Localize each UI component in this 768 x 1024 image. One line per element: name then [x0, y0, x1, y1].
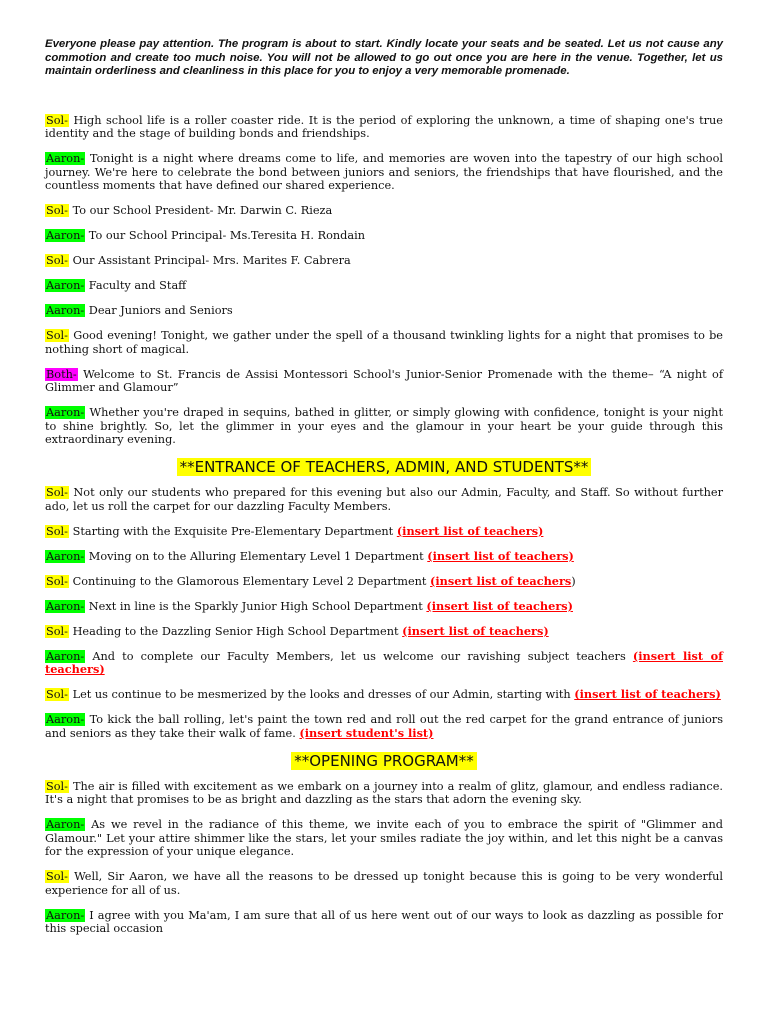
insert-placeholder: (insert student's list) — [299, 725, 434, 740]
speaker-label-sol: Sol- — [46, 113, 68, 127]
dialogue-line — [45, 152, 723, 193]
speaker-label-sol: Sol- — [46, 688, 68, 702]
speaker-label-sol: Sol- — [46, 779, 68, 793]
dialogue-text: Heading to the Dazzling Senior High School Department — [68, 624, 403, 638]
dialogue-line — [45, 279, 723, 293]
dialogue-text: Moving on to the Alluring Elementary Level 1 Department — [85, 549, 428, 563]
dialogue-text: Faculty and Staff — [85, 279, 187, 293]
dialogue-text: Next in line is the Sparkly Junior High School Department — [85, 599, 427, 613]
speaker-label-aaron: Aaron- — [46, 908, 85, 922]
dialogue-line — [45, 254, 723, 268]
dialogue-text: Starting with the Exquisite Pre-Elementary Department — [68, 524, 397, 538]
intro-paragraph: Everyone please pay attention. The program is about to start. Kindly locate your seats and be seated. Let us not cause any commotion and create too much noise. You will not be allowed to go out once you are here in the venue. Together, let us maintain orderliness and cleanliness in this place for you to enjoy a very memorable promenade. — [45, 38, 723, 78]
insert-placeholder: (insert list of teachers) — [426, 598, 573, 613]
section-heading — [45, 458, 723, 476]
dialogue-text: Whether you're draped in sequins, bathed in glitter, or simply glowing with confidence, tonight is your night to shine brightly. So, let the glimmer in your eyes and the glamour in your heart be your guide through this extraordinary evening. — [45, 406, 723, 447]
dialogue-text: To our School Principal- Ms.Teresita H. Rondain — [85, 229, 366, 243]
dialogue-line — [45, 525, 723, 539]
script-body — [45, 114, 723, 936]
dialogue-line — [45, 575, 723, 589]
dialogue-line — [45, 304, 723, 318]
dialogue-text: Welcome to St. Francis de Assisi Montessori School's Junior-Senior Promenade with the theme– “A night of Glimmer and Glamour” — [45, 367, 723, 395]
speaker-label-sol: Sol- — [46, 524, 68, 538]
section-heading-text: **OPENING PROGRAM** — [291, 752, 477, 770]
speaker-label-aaron: Aaron- — [46, 713, 85, 727]
dialogue-text: Let us continue to be mesmerized by the looks and dresses of our Admin, starting with — [68, 688, 575, 702]
speaker-label-aaron: Aaron- — [46, 406, 85, 420]
dialogue-line — [45, 870, 723, 897]
section-heading — [45, 752, 723, 770]
dialogue-line — [45, 486, 723, 513]
dialogue-text: High school life is a roller coaster ride. It is the period of exploring the unknown, a time of shaping one's true identity and the stage of building bonds and friendships. — [45, 113, 723, 141]
speaker-label-sol: Sol- — [46, 254, 68, 268]
speaker-label-aaron: Aaron- — [46, 229, 85, 243]
insert-placeholder: (insert list of teachers) — [574, 687, 721, 702]
dialogue-line — [45, 780, 723, 807]
dialogue-line — [45, 329, 723, 356]
dialogue-text: Well, Sir Aaron, we have all the reasons to be dressed up tonight because this is going to be very wonderful experience for all of us. — [45, 870, 723, 897]
dialogue-text: Not only our students who prepared for this evening but also our Admin, Faculty, and Staff. So without further ado, let us roll the carpet for our dazzling Faculty Members. — [45, 486, 723, 513]
speaker-label-aaron: Aaron- — [46, 304, 85, 318]
dialogue-line — [45, 406, 723, 447]
dialogue-line — [45, 713, 723, 740]
dialogue-text: Good evening! Tonight, we gather under the spell of a thousand twinkling lights for a night that promises to be nothing short of magical. — [45, 329, 723, 356]
speaker-label-sol: Sol- — [46, 204, 68, 218]
dialogue-line — [45, 114, 723, 141]
speaker-label-sol: Sol- — [46, 329, 68, 343]
speaker-label-aaron: Aaron- — [46, 152, 85, 166]
section-heading-text: **ENTRANCE OF TEACHERS, ADMIN, AND STUDENTS** — [177, 458, 592, 476]
dialogue-text: Tonight is a night where dreams come to life, and memories are woven into the tapestry of our high school journey. We're here to celebrate the bond between juniors and seniors, the friendships that have flourished, and the countless moments that have defined our shared experience. — [45, 152, 723, 193]
speaker-label-aaron: Aaron- — [46, 599, 85, 613]
insert-placeholder: (insert list of teachers) — [45, 648, 723, 677]
dialogue-text: To our School President- Mr. Darwin C. Rieza — [68, 204, 333, 218]
dialogue-line — [45, 625, 723, 639]
dialogue-line — [45, 600, 723, 614]
insert-placeholder: (insert list of teachers) — [427, 548, 574, 563]
speaker-label-both: Both- — [46, 367, 77, 381]
speaker-label-sol: Sol- — [46, 486, 68, 500]
insert-placeholder: (insert list of teachers) — [396, 523, 544, 538]
dialogue-line — [45, 204, 723, 218]
dialogue-text: And to complete our Faculty Members, let us welcome our ravishing subject teachers — [85, 649, 633, 663]
speaker-label-aaron: Aaron- — [46, 818, 85, 832]
dialogue-text: Continuing to the Glamorous Elementary Level 2 Department — [68, 574, 431, 588]
dialogue-line — [45, 909, 723, 936]
dialogue-text: I agree with you Ma'am, I am sure that all of us here went out of our ways to look as dazzling as possible for this special occasion — [45, 908, 723, 936]
dialogue-line — [45, 368, 723, 395]
speaker-label-aaron: Aaron- — [46, 549, 85, 563]
insert-placeholder: (insert list of teachers) — [402, 623, 549, 638]
dialogue-line — [45, 688, 723, 702]
document-page — [45, 38, 723, 947]
dialogue-text: As we revel in the radiance of this theme, we invite each of you to embrace the spirit of "Glimmer and Glamour." Let your attire shimmer like the stars, let your smiles radiate the joy within, and let this night be a canvas for the expression of your unique elegance. — [45, 818, 723, 859]
insert-placeholder: (insert list of teachers — [430, 573, 572, 588]
dialogue-line — [45, 229, 723, 243]
speaker-label-aaron: Aaron- — [46, 649, 85, 663]
speaker-label-sol: Sol- — [46, 574, 68, 588]
dialogue-line — [45, 818, 723, 859]
dialogue-text-tail: ) — [571, 574, 576, 588]
dialogue-line — [45, 550, 723, 564]
dialogue-text: To kick the ball rolling, let's paint the town red and roll out the red carpet for the grand entrance of juniors and seniors as they take their walk of fame. — [45, 713, 723, 740]
dialogue-line — [45, 650, 723, 677]
dialogue-text: Dear Juniors and Seniors — [85, 304, 233, 318]
dialogue-text: The air is filled with excitement as we embark on a journey into a realm of glitz, glamour, and endless radiance. It's a night that promises to be as bright and dazzling as the stars that adorn the evening sky. — [45, 779, 723, 807]
dialogue-text: Our Assistant Principal- Mrs. Marites F. Cabrera — [68, 254, 351, 268]
speaker-label-sol: Sol- — [46, 624, 68, 638]
speaker-label-aaron: Aaron- — [46, 279, 85, 293]
speaker-label-sol: Sol- — [46, 870, 68, 884]
